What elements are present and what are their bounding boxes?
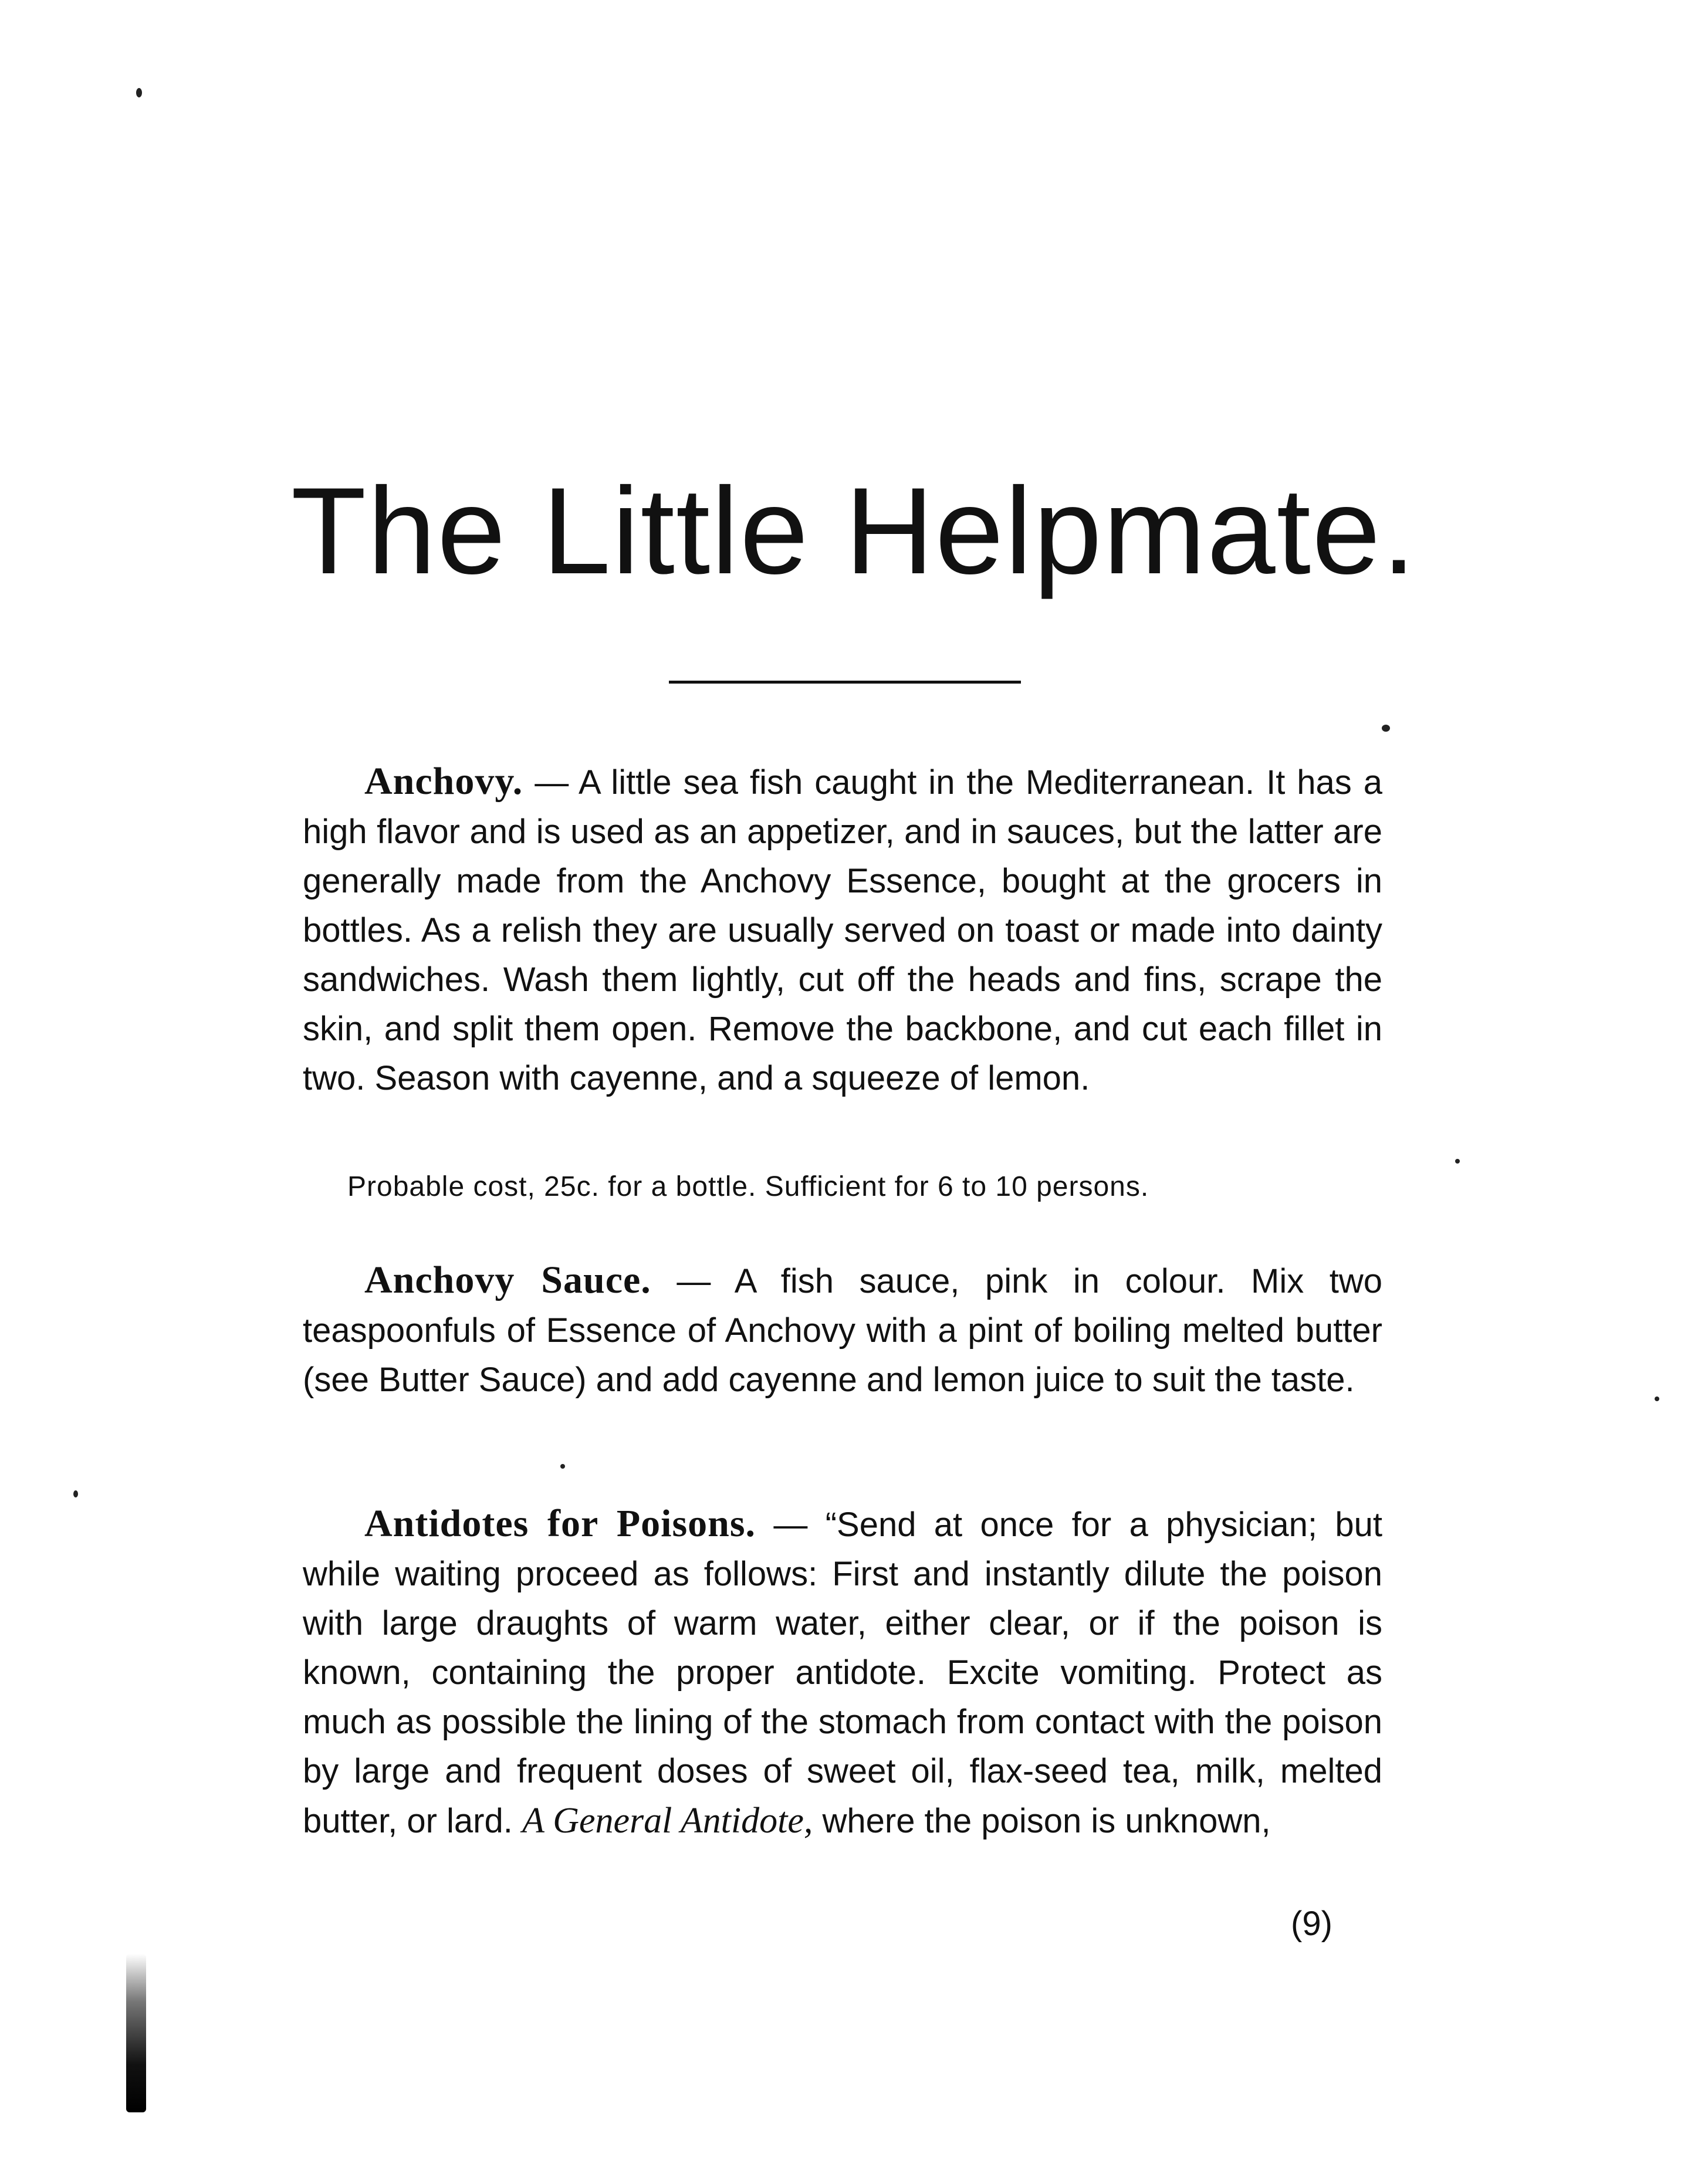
entry-italic-text: A General Antidote, — [522, 1801, 813, 1841]
entry-text-continued: where the poison is unknown, — [813, 1802, 1271, 1840]
scan-speck — [73, 1490, 78, 1497]
entry-text: A fish sauce, pink in colour. Mix two teaspoonfuls of Essence of Anchovy with a pint of boiling melted butter (see Butter Sauce) and add cayenne and lemon juice to suit the taste. — [303, 1262, 1383, 1399]
entry-antidotes-for-poisons — [303, 1499, 1382, 1846]
scan-speck — [1382, 725, 1390, 732]
entry-dash: — — [756, 1506, 826, 1544]
entry-dash: — — [523, 763, 579, 802]
page-title: The Little Helpmate. — [290, 462, 1418, 600]
binding-shadow — [126, 1954, 146, 2112]
entry-text: “Send at once for a physician; but while waiting proceed as follows: First and instantly dilute the poison with large draughts of warm water, either clear, or if the poison is known, containing the proper antidote. Excite vomiting. Protect as much as possible the lining of the stomach from contact with the poison by large and frequent doses of sweet oil, flax-seed tea, milk, melted butter, or lard. — [303, 1506, 1382, 1840]
entry-heading: Anchovy Sauce. — [364, 1259, 651, 1301]
entry-heading: Anchovy. — [364, 760, 523, 803]
scan-speck — [1455, 1159, 1460, 1164]
entry-heading: Antidotes for Poisons. — [364, 1502, 756, 1545]
scan-speck — [136, 88, 142, 97]
entry-anchovy-sauce — [303, 1256, 1382, 1405]
entry-anchovy — [303, 757, 1382, 1103]
entry-paragraph — [303, 757, 1382, 1103]
entry-text: A little sea fish caught in the Mediterranean. It has a high flavor and is used as an appetizer, and in sauces, but the latter are generally made from the Anchovy Essence, bought at the grocers in bottles. As a relish they are usually served on toast or made into dainty sandwiches. Wash them lightly, cut off the heads and fins, scrape the skin, and split them open. Remove the backbone, and cut each fillet in two. Season with cayenne, and a squeeze of lemon. — [303, 763, 1382, 1097]
scan-speck — [560, 1464, 565, 1469]
page-number: (9) — [1291, 1905, 1332, 1943]
cost-note: Probable cost, 25c. for a bottle. Sufficient for 6 to 10 persons. — [347, 1171, 1149, 1202]
entry-paragraph — [303, 1256, 1382, 1405]
scan-speck — [1655, 1396, 1659, 1401]
title-rule — [669, 681, 1021, 684]
entry-dash: — — [651, 1262, 735, 1300]
entry-paragraph — [303, 1499, 1382, 1846]
